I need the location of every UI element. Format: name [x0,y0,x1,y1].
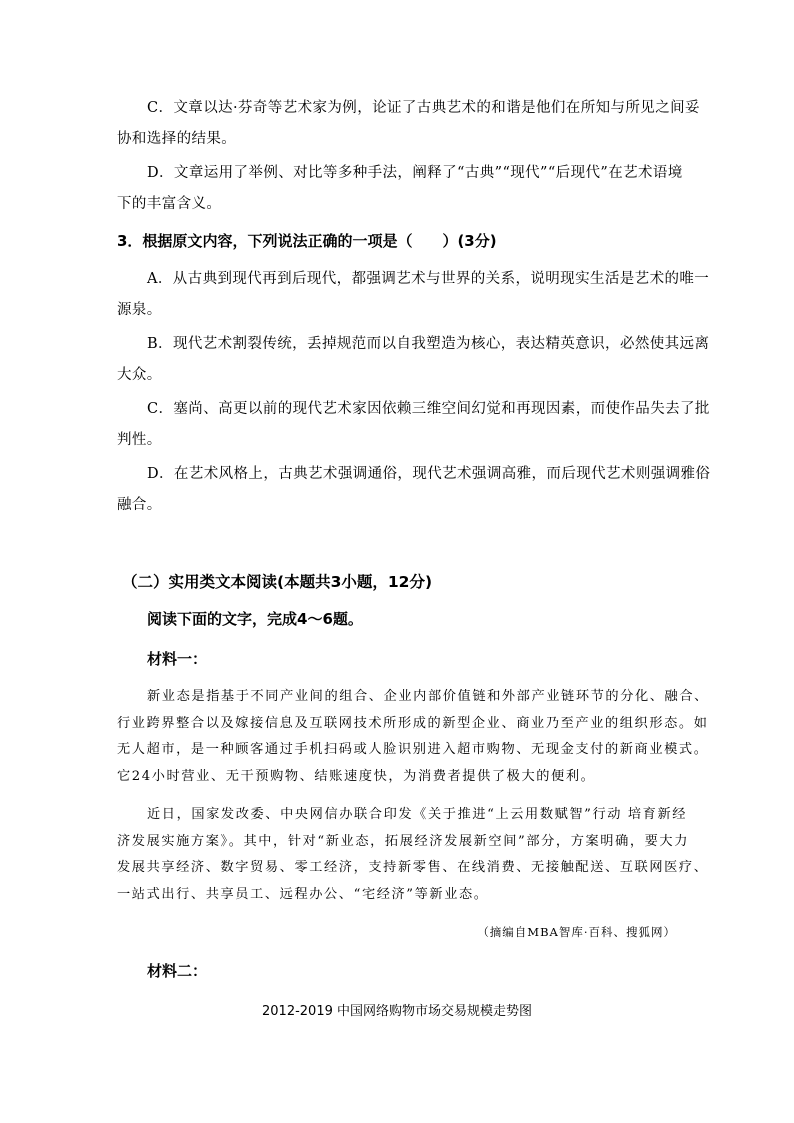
section-title: （二）实用类文本阅读(本题共3小题，12分) [122,573,433,591]
q3-option-d-line2: 融合。 [117,497,162,513]
q3-option-c [117,394,710,456]
material1-p2-line: 近日，国家发改委、中央网信办联合印发《关于推进“上云用数赋智”行动 培育新经 [147,807,688,822]
material1-p1-line: 无人超市，是一种顾客通过手机扫码或人脸识别进入超市购物、无现金支付的新商业模式。 [117,742,709,757]
material1-p1-line: 行业跨界整合以及嫁接信息及互联网技术所形成的新型企业、商业乃至产业的组织形态。如 [117,715,709,731]
material1-label: 材料一： [147,650,208,668]
material1-p1-line: 它24小时营业、无干预购物、结账速度快，为消费者提供了极大的便利。 [117,768,596,784]
material1-p1-line: 新业态是指基于不同产业间的组合、企业内部价值链和外部产业链环节的分化、融合、 [147,689,709,704]
q3-option-b-line1: B．现代艺术割裂传统，丢掉规范而以自我塑造为核心，表达精英意识，必然使其远离 [147,336,710,352]
q2-option-c [117,93,700,155]
q3-option-d [117,459,711,521]
material2-label: 材料二： [147,962,208,980]
q3-option-c-line1: C．塞尚、高更以前的现代艺术家因依赖三维空间幻觉和再现因素，而使作品失去了批 [147,401,710,417]
q3-option-a-line1: A．从古典到现代再到后现代，都强调艺术与世界的关系，说明现实生活是艺术的唯一 [147,271,710,287]
q3-stem: 3．根据原文内容，下列说法正确的一项是（ ）(3分) [117,232,497,250]
q2-option-d [117,158,683,220]
source-citation: （摘编自MBA智库·百科、搜狐网） [477,925,676,939]
material1-p2-line: 济发展实施方案》。其中，针对“新业态，拓展经济发展新空间”部分，方案明确，要大力 [117,833,690,849]
q2-option-c-line1: C．文章以达·芬奇等艺术家为例，论证了古典艺术的和谐是他们在所知与所见之间妥 [147,100,700,116]
reading-instruction: 阅读下面的文字，完成4～6题。 [147,610,363,628]
q2-option-d-line1: D．文章运用了举例、对比等多种手法，阐释了“古典”“现代”“后现代”在艺术语境 [147,165,683,181]
material1-paragraph1 [117,684,709,790]
material1-p2-line: 一站式出行、共享员工、远程办公、“宅经济”等新业态。 [117,886,489,902]
q2-option-d-line2: 下的丰富含义。 [117,196,222,212]
q3-option-a [117,264,710,326]
chart-title: 2012-2019 中国网络购物市场交易规模走势图 [262,1004,532,1019]
material1-paragraph2 [117,802,709,908]
q3-option-b-line2: 大众。 [117,367,162,383]
q3-option-d-line1: D．在艺术风格上，古典艺术强调通俗，现代艺术强调高雅，而后现代艺术则强调雅俗 [147,466,711,482]
q3-option-a-line2: 源泉。 [117,302,162,318]
q3-option-b [117,329,710,391]
q3-option-c-line2: 判性。 [117,432,162,448]
q2-option-c-line2: 协和选择的结果。 [117,131,237,147]
material1-p2-line: 发展共享经济、数字贸易、零工经济，支持新零售、在线消费、无接触配送、互联网医疗、 [117,860,709,875]
